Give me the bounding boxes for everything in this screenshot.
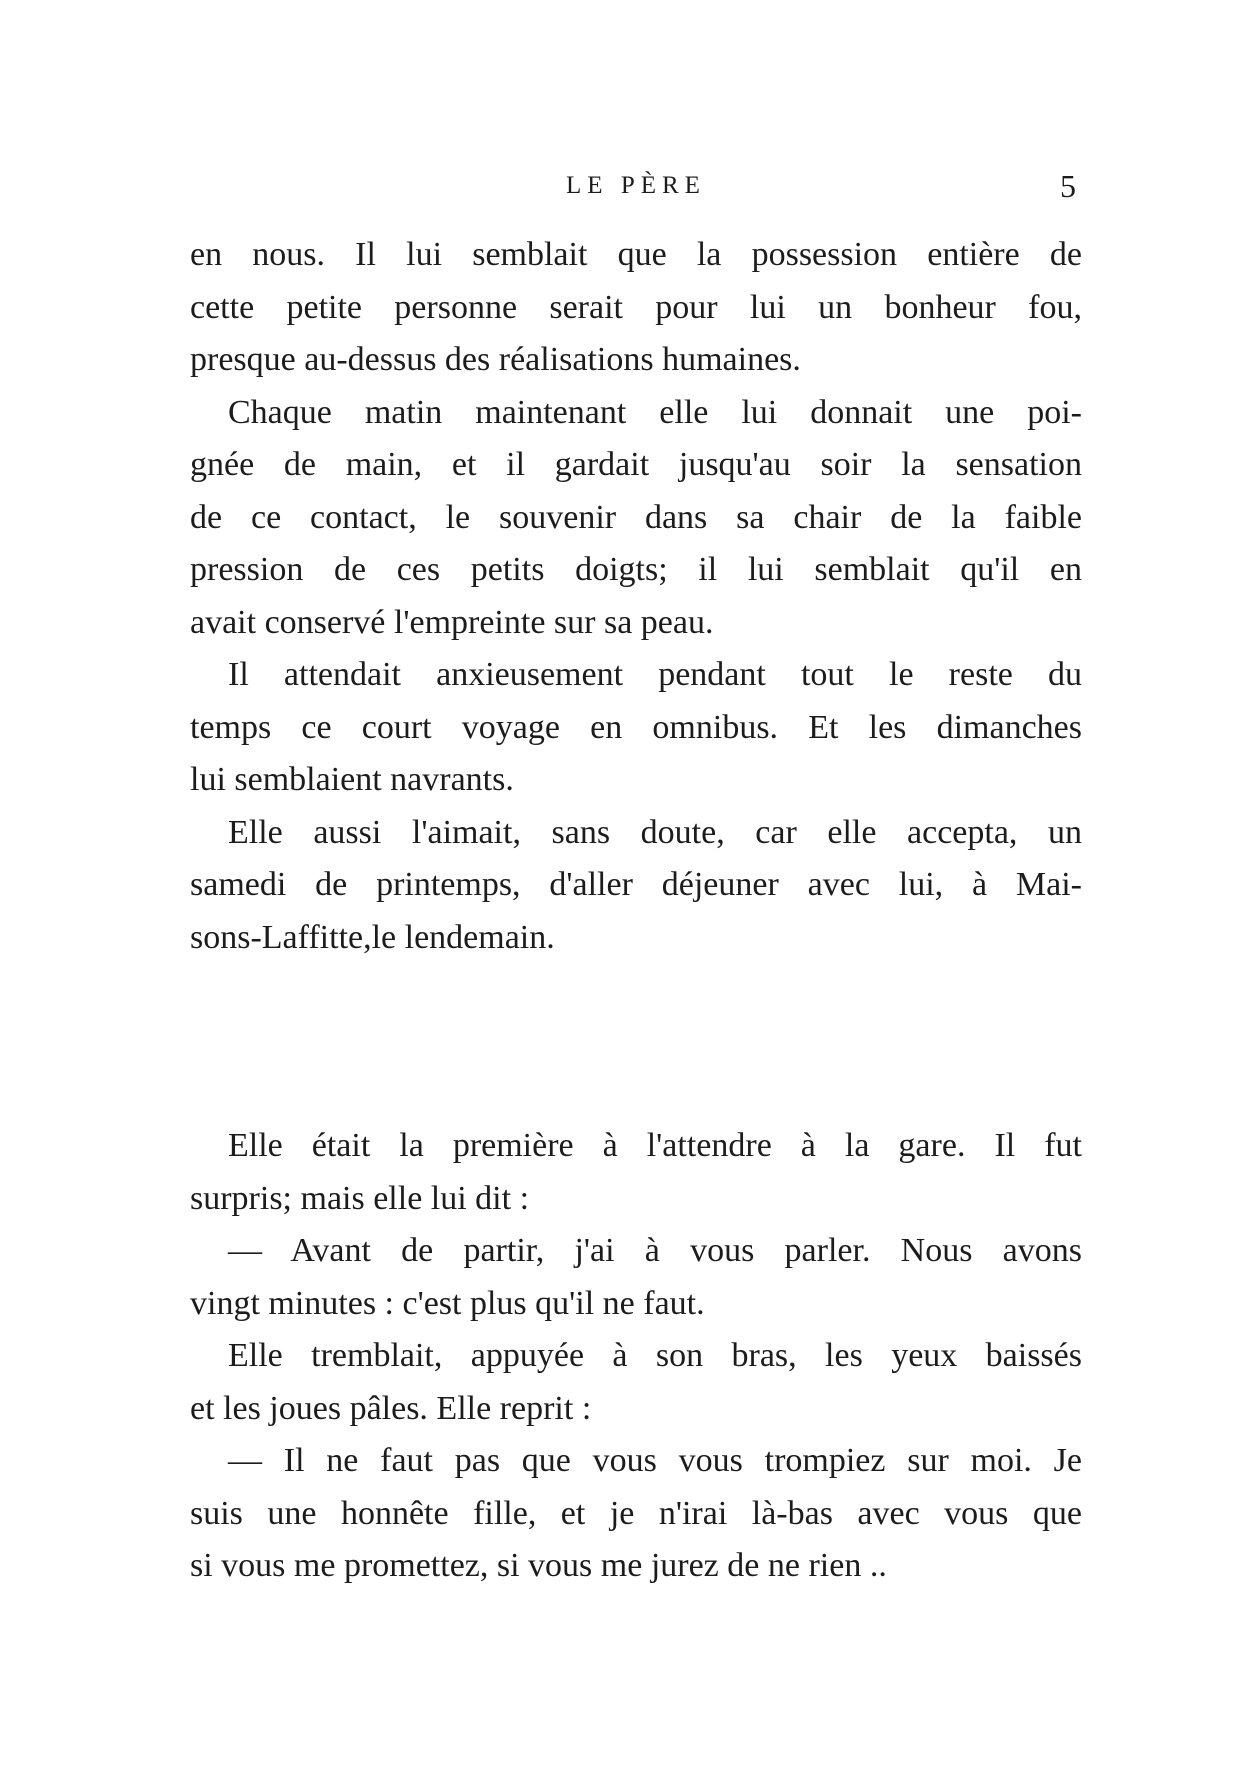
text-line: en nous. Il lui semblait que la possession entière de [190, 236, 1082, 273]
page-number: 5 [1060, 168, 1076, 204]
text-line: presque au-dessus des réalisations humaines. [190, 341, 801, 378]
text-line: pression de ces petits doigts; il lui semblait qu'il en [190, 551, 1082, 588]
text-section-one [190, 229, 1082, 964]
text-line: samedi de printemps, d'aller déjeuner avec lui, à Mai- [190, 866, 1082, 903]
text-section-two [190, 1120, 1082, 1593]
text-line: Elle aussi l'aimait, sans doute, car elle accepta, un [228, 813, 1082, 851]
text-line: sons-Laffitte,le lendemain. [190, 918, 555, 956]
text-line: temps ce court voyage en omnibus. Et les dimanches [190, 708, 1082, 746]
text-line: de ce contact, le souvenir dans sa chair de la faible [190, 498, 1082, 536]
text-line: vingt minutes : c'est plus qu'il ne faut. [190, 1284, 705, 1322]
text-line: Elle tremblait, appuyée à son bras, les yeux baissés [228, 1337, 1082, 1374]
text-line: gnée de main, et il gardait jusqu'au soir la sensation [190, 446, 1082, 483]
text-line: — Avant de partir, j'ai à vous parler. Nous avons [228, 1232, 1082, 1269]
running-head [190, 168, 1082, 208]
running-title: LE PÈRE [566, 172, 706, 199]
text-line: suis une honnête fille, et je n'irai là-bas avec vous que [190, 1494, 1082, 1532]
text-line: si vous me promettez, si vous me jurez de ne rien .. [190, 1547, 887, 1584]
text-line: lui semblaient navrants. [190, 761, 514, 798]
text-line: avait conservé l'empreinte sur sa peau. [190, 603, 714, 641]
text-line: Chaque matin maintenant elle lui donnait une poi- [228, 393, 1082, 431]
text-line: surpris; mais elle lui dit : [190, 1179, 530, 1217]
text-line: cette petite personne serait pour lui un bonheur fou, [190, 288, 1082, 326]
text-line: Il attendait anxieusement pendant tout le reste du [228, 656, 1082, 693]
text-line: Elle était la première à l'attendre à la gare. Il fut [228, 1127, 1082, 1164]
text-line: — Il ne faut pas que vous vous trompiez sur moi. Je [228, 1442, 1082, 1479]
text-line: et les joues pâles. Elle reprit : [190, 1389, 592, 1427]
